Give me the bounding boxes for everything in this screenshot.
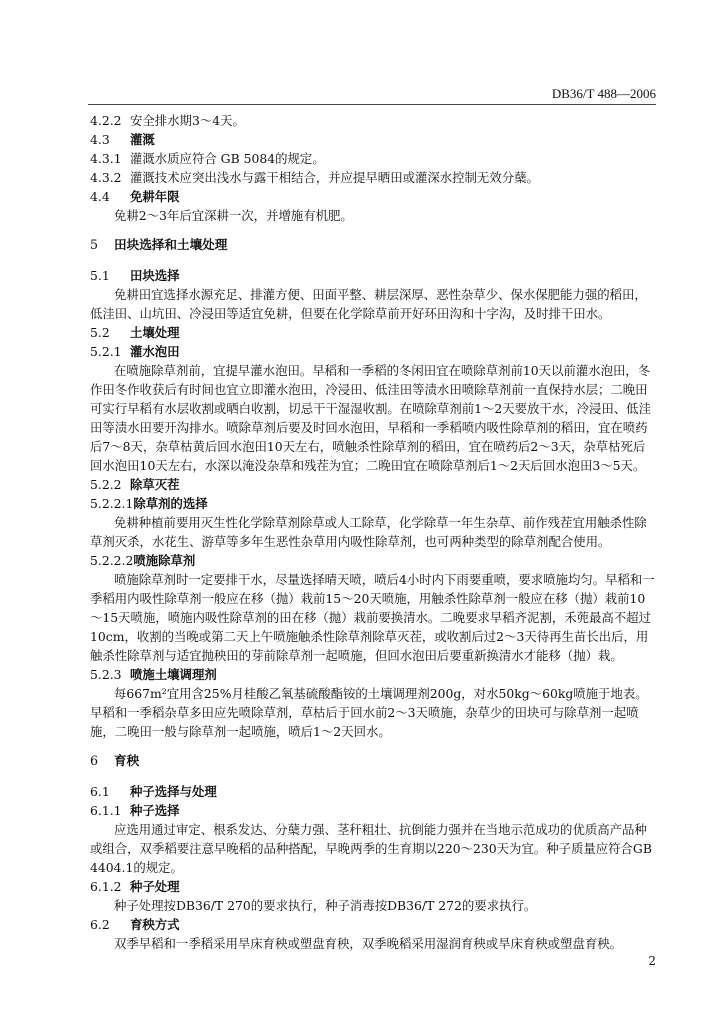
body-paragraph: 免耕2～3年后宜深耕一次，并增施有机肥。: [114, 208, 353, 223]
chapter-heading: [90, 751, 656, 770]
section-number: 6: [90, 753, 99, 768]
section-title: 种子选择: [130, 803, 180, 818]
section-number: 4.2.2: [90, 113, 122, 128]
section-title: 安全排水期3～4天。: [130, 113, 245, 128]
section-number: 5.2.2.2: [90, 553, 134, 568]
section-title: 育秧: [114, 753, 140, 768]
section-heading: [90, 915, 656, 934]
section-number: 5.2.2: [90, 477, 122, 492]
section-heading: [90, 551, 656, 570]
section-heading: [90, 782, 656, 801]
section-number: 5.2.1: [90, 344, 122, 359]
section-number: 5.1: [90, 268, 110, 283]
section-number: 5.2.3: [90, 667, 122, 682]
section-heading: [90, 187, 656, 206]
section-title: 喷施土壤调理剂: [130, 667, 217, 682]
standard-code: DB36/T 488—2006: [551, 86, 656, 101]
section-title: 除草灭茬: [130, 477, 180, 492]
section-title: 除草剂的选择: [133, 496, 208, 511]
section-title: 田块选择和土壤处理: [114, 237, 228, 252]
section-title: 免耕年限: [130, 189, 180, 204]
section-heading: [90, 342, 656, 361]
section-number: 6.2: [90, 917, 110, 932]
section-title: 灌溉技术应突出浅水与露干相结合，并应提早晒田或灌深水控制无效分蘖。: [130, 170, 539, 185]
document-body: [90, 111, 656, 953]
body-paragraph: 免耕种植前要用灭生性化学除草剂除草或人工除草，化学除草一年生杂草、前作残茬宜用触杀性除草剂灭杀，水花生、游草等多年生恶性杂草用内吸性除草剂，也可两种类型的除草剂配合使用。: [90, 515, 647, 549]
section-title: 喷施除草剂: [133, 553, 196, 568]
section-number: 6.1: [90, 784, 110, 799]
section-number: 4.3.1: [90, 151, 122, 166]
section-heading: [90, 266, 656, 285]
section-heading: [90, 801, 656, 820]
section-heading: [90, 130, 656, 149]
section-number: 5: [90, 237, 99, 252]
section-title: 育秧方式: [130, 917, 180, 932]
body-paragraph: 种子处理按DB36/T 270的要求执行，种子消毒按DB36/T 272的要求执行。: [114, 898, 537, 913]
section-title: 种子选择与处理: [130, 784, 217, 799]
section-heading: [90, 665, 656, 684]
section-title: 灌溉水质应符合 GB 5084的规定。: [130, 151, 325, 166]
body-paragraph: 喷施除草剂时一定要排干水，尽量选择晴天喷，喷后4小时内下雨要重喷，要求喷施均匀。早稻和一季稻用内吸性除草剂一般应在移（抛）栽前15～20天喷施，用触杀性除草剂一般应在移（抛）栽前10～15天喷施，喷施内吸性除草剂的田在移（抛）栽前要换清水。二晚要求早稻齐泥割，禾蔸最高不超过10cm，收割的当晚或第二天上午喷施触杀性除草剂除草灭茬，或收割后过2～3天待再生苗长出后，用触杀性除草剂与适宜抛秧田的芽前除草剂一起喷施，但回水泡田后要重新换清水才能移（抛）栽。: [90, 572, 655, 663]
page-number: 2: [648, 954, 656, 968]
section-number: 6.1.1: [90, 803, 122, 818]
section-heading: [90, 494, 656, 513]
section-heading: [90, 111, 656, 130]
section-heading: [90, 877, 656, 896]
body-paragraph: 每667m²宜用含25%月桂酸乙氧基硫酸酯铵的土壤调理剂200g，对水50kg～60kg喷施于地表。早稻和一季稻杂草多田应先喷除草剂，草枯后于回水前2～3天喷施，杂草少的田块可与除草剂一起喷施，二晚田一般与除草剂一起喷施，喷后1～2天回水。: [90, 686, 648, 739]
section-number: 4.3.2: [90, 170, 122, 185]
body-paragraph: 双季早稻和一季稻采用旱床育秧或塑盘育秧，双季晚稻采用湿润育秧或旱床育秧或塑盘育秧。: [114, 936, 623, 951]
section-number: 5.2: [90, 325, 110, 340]
body-paragraph: 在喷施除草剂前，宜提早灌水泡田。早稻和一季稻的冬闲田宜在喷除草剂前10天以前灌水泡田，冬作田冬作收获后有时间也宜立即灌水泡田，冷浸田、低洼田等渍水田喷除草剂前一直保持水层；二晚田可实行早稻有水层收割或晒白收割，切忌干干湿湿收割。在喷除草剂前1～2天要放干水，冷浸田、低洼田等渍水田要开沟排水。喷除草剂后要及时回水泡田，早稻和一季稻喷内吸性除草剂的稻田，宜在喷药后7～8天，杂草枯黄后回水泡田10天左右，喷触杀性除草剂的稻田，宜在喷药后2～3天，杂草枯死后回水泡田10天左右，水深以淹没杂草和残茬为宜；二晚田宜在喷除草剂后1～2天后回水泡田3～5天。: [90, 363, 651, 473]
section-number: 4.4: [90, 189, 110, 204]
section-heading: [90, 149, 656, 168]
section-title: 土壤处理: [130, 325, 180, 340]
chapter-heading: [90, 235, 656, 254]
body-paragraph: 应选用通过审定、根系发达、分蘖力强、茎秆粗壮、抗倒能力强并在当地示范成功的优质高产品种或组合，双季稻要注意早晚稻的品种搭配，早晚两季的生育期以220～230天为宜。种子质量应符合GB 4404.1的规定。: [90, 822, 652, 875]
section-title: 灌溉: [130, 132, 155, 147]
section-heading: [90, 475, 656, 494]
section-title: 灌水泡田: [130, 344, 180, 359]
section-title: 种子处理: [130, 879, 180, 894]
section-number: 4.3: [90, 132, 110, 147]
section-heading: [90, 168, 656, 187]
header-rule: [88, 104, 656, 105]
section-number: 6.1.2: [90, 879, 122, 894]
body-paragraph: 免耕田宜选择水源充足、排灌方便、田面平整、耕层深厚、恶性杂草少、保水保肥能力强的稻田，低洼田、山坑田、冷浸田等适宜免耕，但要在化学除草前开好环田沟和十字沟，及时排干田水。: [90, 287, 647, 321]
section-number: 5.2.2.1: [90, 496, 134, 511]
section-heading: [90, 323, 656, 342]
section-title: 田块选择: [130, 268, 180, 283]
